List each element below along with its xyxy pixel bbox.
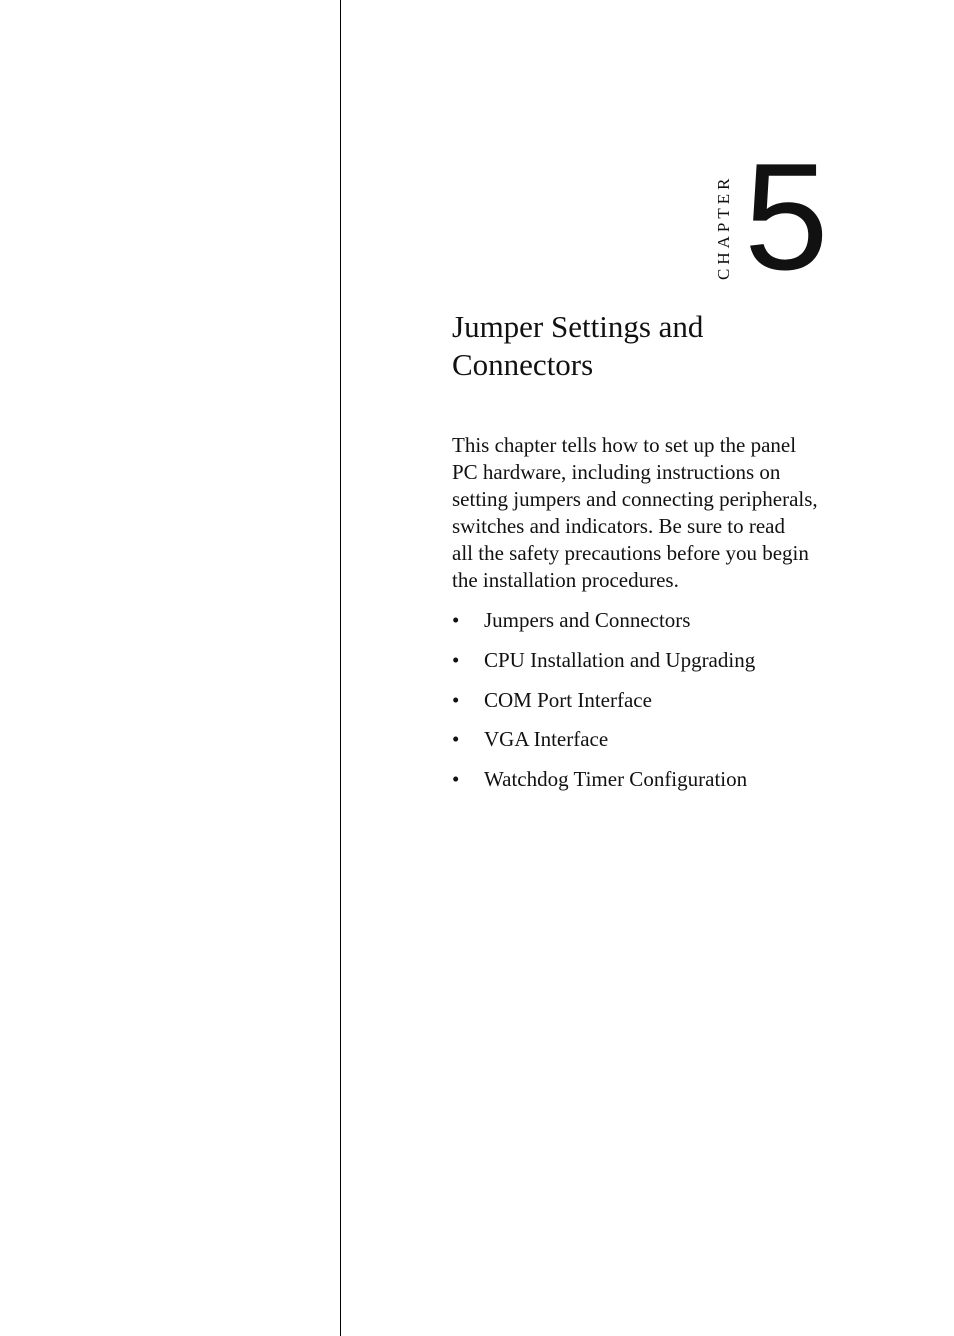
list-item [452, 725, 852, 765]
list-item [452, 606, 852, 646]
topic-label: VGA Interface [484, 727, 609, 752]
chapter-intro-paragraph [452, 432, 842, 594]
topic-label: Jumpers and Connectors [484, 608, 691, 632]
list-item [452, 646, 852, 686]
bullet-marker: • [452, 727, 460, 752]
chapter-title-line: Jumper Settings and [452, 309, 704, 344]
chapter-topic-list [452, 606, 852, 805]
page-divider-line [340, 0, 341, 1336]
intro-line: PC hardware, including instructions on [452, 460, 781, 484]
bullet-marker: • [452, 687, 460, 712]
topic-label: CPU Installation and Upgrading [484, 647, 756, 672]
list-item [452, 686, 852, 726]
intro-line: switches and indicators. Be sure to read [452, 514, 785, 538]
chapter-title-line: Connectors [452, 347, 594, 382]
chapter-number: 5 [744, 132, 829, 302]
chapter-title [452, 308, 832, 384]
chapter-label: CHAPTER [714, 174, 733, 281]
topic-label: COM Port Interface [484, 687, 652, 712]
bullet-marker: • [452, 647, 460, 672]
intro-line: This chapter tells how to set up the panel [452, 433, 797, 457]
intro-line: the installation procedures. [452, 568, 679, 592]
intro-line: setting jumpers and connecting peripherals, [452, 487, 818, 511]
bullet-marker: • [452, 767, 460, 791]
topic-label: Watchdog Timer Configuration [484, 767, 748, 791]
list-item [452, 765, 852, 805]
intro-line: all the safety precautions before you begin [452, 541, 809, 565]
bullet-marker: • [452, 608, 460, 632]
